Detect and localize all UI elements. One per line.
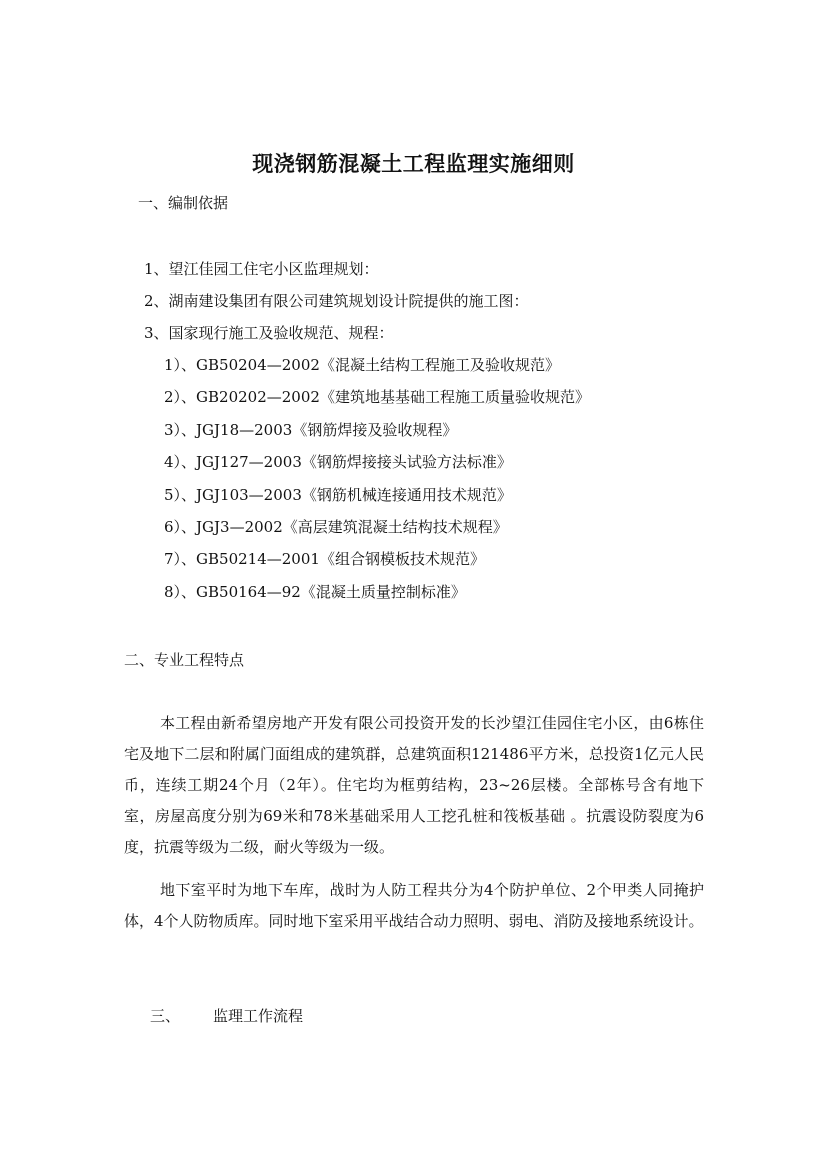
standard-item: 4）、JGJ127—2003《钢筋焊接接头试验方法标准》 — [164, 453, 512, 471]
standard-item: 1）、GB50204—2002《混凝土结构工程施工及验收规范》 — [164, 356, 560, 374]
basis-item: 2、湖南建设集团有限公司建筑规划设计院提供的施工图： — [144, 292, 529, 310]
standard-item: 2）、GB20202—2002《建筑地基基础工程施工质量验收规范》 — [164, 388, 590, 406]
features-paragraph: 本工程由新希望房地产开发有限公司投资开发的长沙望江佳园住宅小区，由6栋住宅及地下二层和附属门面组成的建筑群，总建筑面积121486平方米，总投资1亿元人民币，连续工期24个月（2年）。住宅均为框剪结构，23~26层楼。全部栋号含有地下室，房屋高度分别为69米和78米基础采用人工挖孔桩和筏板基础 。抗震设防裂度为6度，抗震等级为二级，耐火等级为一级。 — [124, 714, 704, 856]
section-heading-basis: 一、编制依据 — [138, 194, 229, 212]
standard-item: 5）、JGJ103—2003《钢筋机械连接通用技术规范》 — [164, 486, 512, 504]
document-title: 现浇钢筋混凝土工程监理实施细则 — [252, 151, 575, 176]
section-number-workflow: 三、 — [150, 1007, 181, 1025]
section-heading-features: 二、专业工程特点 — [124, 651, 245, 669]
features-paragraph: 地下室平时为地下车库，战时为人防工程共分为4个防护单位、2个甲类人同掩护体，4个人防物质库。同时地下室采用平战结合动力照明、弱电、消防及接地系统设计。 — [124, 881, 704, 930]
section-heading-workflow: 监理工作流程 — [213, 1007, 304, 1025]
basis-item: 3、国家现行施工及验收规范、规程： — [144, 324, 394, 342]
standard-item: 6）、JGJ3—2002《高层建筑混凝土结构技术规程》 — [164, 518, 508, 536]
standard-item: 3）、JGJ18—2003《钢筋焊接及验收规程》 — [164, 421, 458, 439]
standard-item: 7）、GB50214—2001《组合钢模板技术规范》 — [164, 550, 485, 568]
basis-item: 1、望江佳园工住宅小区监理规划： — [144, 260, 379, 278]
standard-item: 8）、GB50164—92《混凝土质量控制标准》 — [164, 583, 466, 601]
